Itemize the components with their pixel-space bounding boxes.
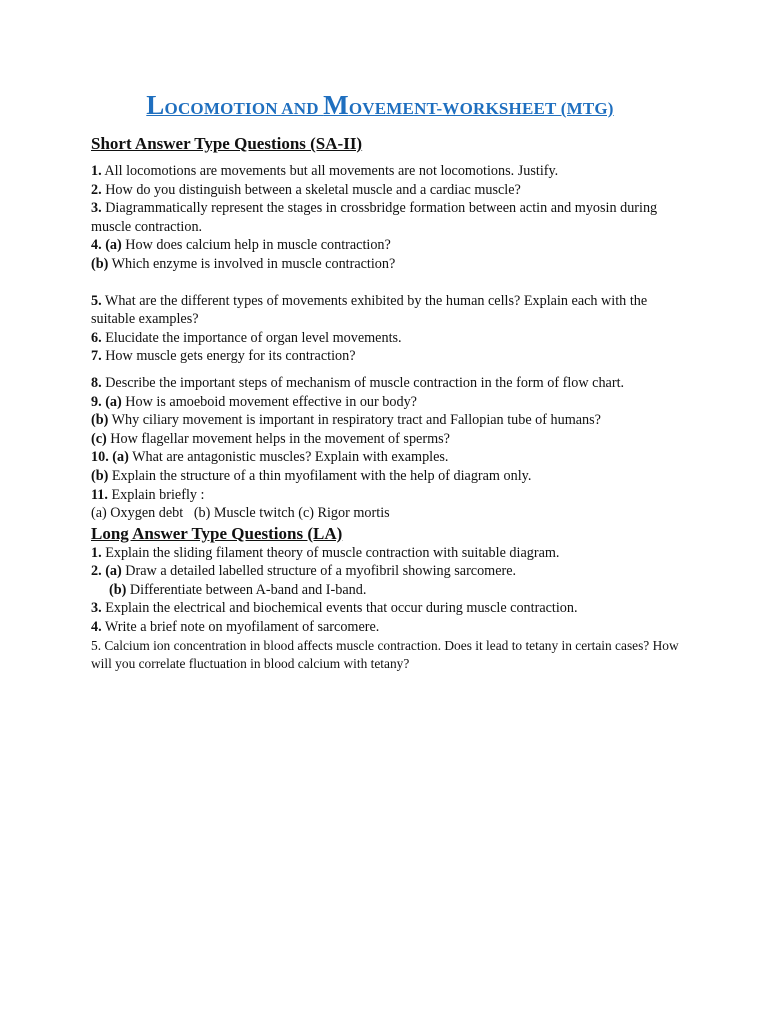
question-text: Write a brief note on myofilament of sarcomere. [101, 619, 380, 636]
question-number: 2. [91, 181, 102, 198]
question-number: 4. (a) [91, 237, 122, 254]
sa-question-2 [91, 181, 681, 200]
question-number: 8. [91, 374, 102, 391]
sa-question-11 [91, 486, 681, 505]
question-text: Describe the important steps of mechanism of muscle contraction in the form of flow chart. [101, 374, 625, 391]
question-text: Explain the sliding filament theory of muscle contraction with suitable diagram. [101, 544, 560, 561]
la-question-5: 5. Calcium ion concentration in blood affects muscle contraction. Does it lead to tetany in certain cases? How will you correlate fluctuation in blood calcium with tetany? [91, 637, 679, 672]
question-number: (b) [91, 412, 109, 429]
sa-question-3 [91, 199, 681, 236]
sa-question-5 [91, 292, 681, 329]
question-text: Draw a detailed labelled structure of a myofibril showing sarcomere. [121, 563, 517, 580]
sa-question-8 [91, 374, 681, 393]
question-text: Diagrammatically represent the stages in crossbridge formation between actin and myosin during muscle contraction. [91, 200, 658, 235]
question-number: (c) [91, 430, 107, 447]
title-cap-l: L [146, 90, 165, 120]
sa-question-9c [91, 430, 681, 449]
sa-question-9b [91, 411, 681, 430]
la-question-3 [91, 599, 681, 618]
question-text: What are the different types of movements exhibited by the human cells? Explain each with the suitable examples? [91, 292, 648, 328]
sa-question-11-parts: (a) Oxygen debt (b) Muscle twitch (c) Rigor mortis [91, 505, 390, 522]
question-number: 5. [91, 292, 102, 309]
question-text: What are antagonistic muscles? Explain with examples. [128, 449, 449, 466]
sa-question-10b [91, 467, 681, 486]
sa-question-4a [91, 236, 681, 255]
question-text: Why ciliary movement is important in respiratory tract and Fallopian tube of humans? [108, 412, 601, 429]
sa-question-9a [91, 393, 681, 412]
la-question-2a [91, 562, 681, 581]
question-text: Differentiate between A-band and I-band. [126, 581, 367, 598]
question-number: 2. (a) [91, 563, 122, 580]
sa-question-1 [91, 162, 681, 181]
question-number: (b) [91, 255, 109, 272]
question-number: 10. (a) [91, 449, 129, 466]
sa-question-4b [91, 255, 681, 274]
question-number: 1. [91, 544, 102, 561]
title-cap-m: M [323, 90, 349, 120]
question-text: All locomotions are movements but all movements are not locomotions. Justify. [101, 163, 559, 179]
question-text: Explain the structure of a thin myofilament with the help of diagram only. [108, 467, 532, 484]
short-answer-heading: Short Answer Type Questions (SA-II) [91, 134, 363, 153]
question-text: How do you distinguish between a skeletal muscle and a cardiac muscle? [101, 181, 521, 198]
question-number: (b) [91, 467, 109, 484]
question-text: Explain briefly : [107, 486, 205, 503]
long-answer-heading: Long Answer Type Questions (LA) [91, 523, 343, 543]
question-text: Which enzyme is involved in muscle contraction? [108, 255, 396, 272]
question-number: 6. [91, 329, 102, 346]
question-text: Elucidate the importance of organ level movements. [101, 329, 402, 346]
question-text: How does calcium help in muscle contraction? [121, 237, 391, 254]
question-number: (b) [109, 581, 127, 598]
question-number: 11. [91, 486, 108, 503]
la-question-1 [91, 544, 681, 563]
sa-question-6 [91, 329, 681, 348]
la-question-4 [91, 618, 681, 637]
question-number: 3. [91, 600, 102, 617]
title-rest-l: OCOMOTION AND [164, 99, 324, 118]
page-title [79, 88, 681, 122]
question-number: 1. [91, 163, 102, 179]
question-text: Explain the electrical and biochemical events that occur during muscle contraction. [101, 600, 578, 617]
sa-question-7 [91, 347, 681, 366]
question-text: How is amoeboid movement effective in our body? [121, 393, 417, 410]
question-number: 9. (a) [91, 393, 122, 410]
question-number: 4. [91, 619, 102, 636]
sa-question-10a [91, 448, 681, 467]
question-number: 3. [91, 200, 102, 217]
title-rest-m: OVEMENT-WORKSHEET (MTG) [348, 99, 614, 118]
worksheet-page [91, 88, 681, 674]
question-text: How flagellar movement helps in the movement of sperms? [106, 430, 450, 447]
question-text: How muscle gets energy for its contraction? [101, 348, 356, 365]
question-number: 7. [91, 348, 102, 365]
la-question-2b [91, 581, 681, 600]
